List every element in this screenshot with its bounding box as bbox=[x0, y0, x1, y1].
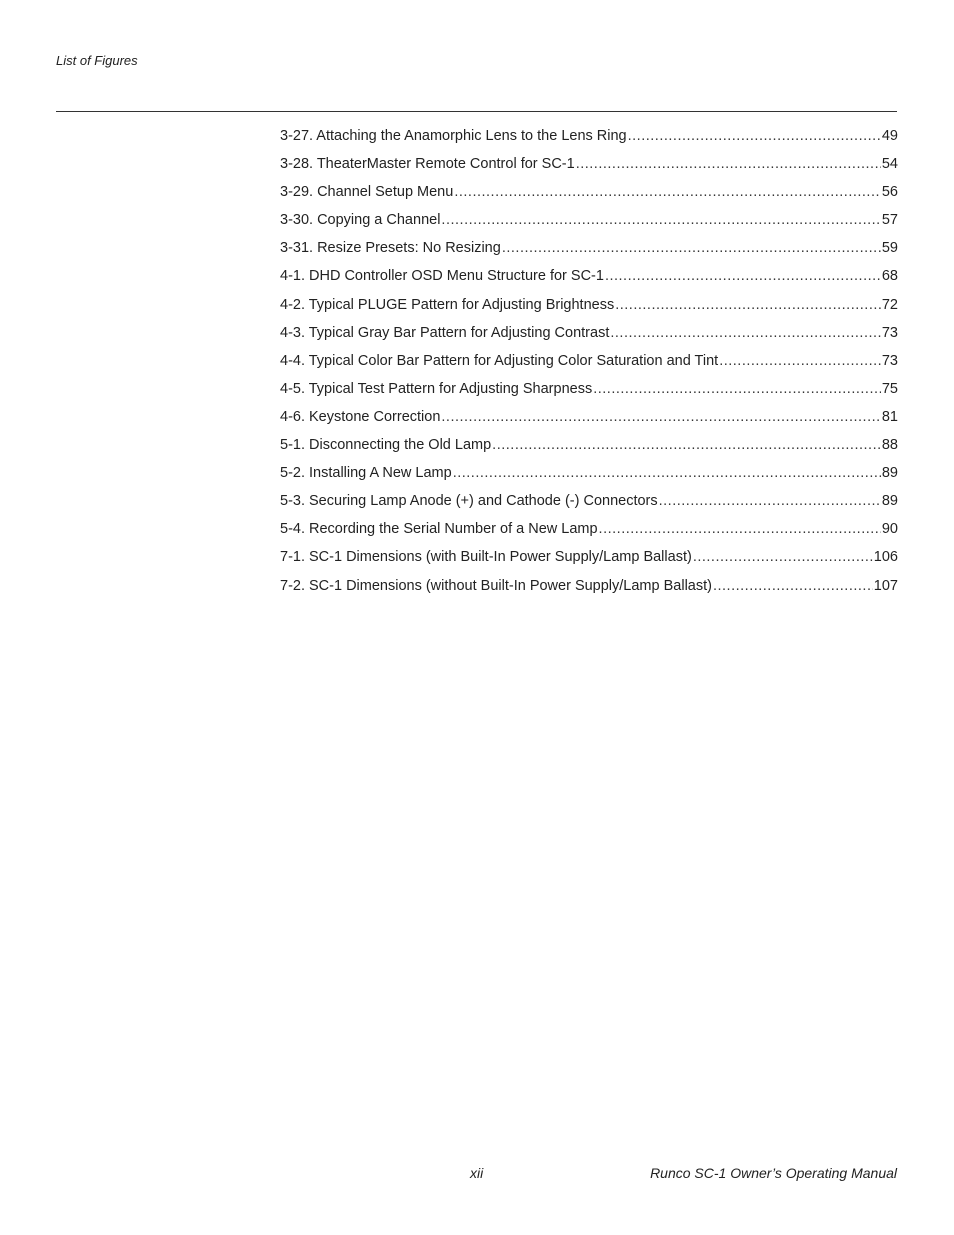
toc-entry-label: 7-2. SC-1 Dimensions (without Built-In Power Supply/Lamp Ballast) bbox=[280, 577, 712, 594]
toc-entry[interactable] bbox=[280, 349, 898, 377]
dot-leader bbox=[593, 377, 881, 401]
dot-leader bbox=[576, 152, 881, 176]
toc-entry-page: 89 bbox=[881, 493, 898, 510]
dot-leader bbox=[659, 489, 881, 513]
header-rule bbox=[56, 111, 897, 112]
toc-entry[interactable] bbox=[280, 461, 898, 489]
toc-entry[interactable] bbox=[280, 264, 898, 292]
list-of-figures bbox=[280, 124, 898, 602]
toc-entry[interactable] bbox=[280, 517, 898, 545]
toc-entry-page: 81 bbox=[881, 408, 898, 425]
toc-entry-page: 72 bbox=[881, 296, 898, 313]
toc-entry-page: 56 bbox=[881, 184, 898, 201]
toc-entry-page: 68 bbox=[881, 268, 898, 285]
toc-entry[interactable] bbox=[280, 293, 898, 321]
toc-entry-page: 54 bbox=[881, 156, 898, 173]
toc-entry[interactable] bbox=[280, 124, 898, 152]
footer-page-number: xii bbox=[470, 1165, 484, 1181]
toc-entry-label: 5-2. Installing A New Lamp bbox=[280, 465, 452, 482]
toc-entry-label: 3-28. TheaterMaster Remote Control for SC-1 bbox=[280, 156, 575, 173]
toc-entry-label: 3-30. Copying a Channel bbox=[280, 212, 441, 229]
toc-entry[interactable] bbox=[280, 545, 898, 573]
dot-leader bbox=[628, 124, 881, 148]
toc-entry[interactable] bbox=[280, 574, 898, 602]
toc-entry-label: 7-1. SC-1 Dimensions (with Built-In Power Supply/Lamp Ballast) bbox=[280, 549, 692, 566]
dot-leader bbox=[713, 574, 873, 598]
toc-entry-page: 106 bbox=[873, 549, 898, 566]
toc-entry-label: 5-4. Recording the Serial Number of a New Lamp bbox=[280, 521, 598, 538]
toc-entry[interactable] bbox=[280, 377, 898, 405]
toc-entry-label: 4-1. DHD Controller OSD Menu Structure for SC-1 bbox=[280, 268, 604, 285]
toc-entry-page: 49 bbox=[881, 128, 898, 144]
toc-entry[interactable] bbox=[280, 433, 898, 461]
toc-entry-page: 75 bbox=[881, 380, 898, 397]
toc-entry-label: 3-31. Resize Presets: No Resizing bbox=[280, 240, 501, 257]
dot-leader bbox=[610, 321, 881, 345]
footer-manual-title: Runco SC-1 Owner’s Operating Manual bbox=[650, 1165, 897, 1181]
toc-entry-label: 4-5. Typical Test Pattern for Adjusting Sharpness bbox=[280, 380, 593, 397]
dot-leader bbox=[453, 461, 881, 485]
running-header: List of Figures bbox=[56, 53, 138, 68]
dot-leader bbox=[441, 208, 880, 232]
toc-entry-page: 89 bbox=[881, 465, 898, 482]
toc-entry-label: 4-4. Typical Color Bar Pattern for Adjusting Color Saturation and Tint bbox=[280, 352, 719, 369]
dot-leader bbox=[693, 545, 873, 569]
toc-entry-label: 5-3. Securing Lamp Anode (+) and Cathode (-) Connectors bbox=[280, 493, 658, 510]
dot-leader bbox=[492, 433, 881, 457]
toc-entry-page: 90 bbox=[881, 521, 898, 538]
toc-entry-label: 4-2. Typical PLUGE Pattern for Adjusting Brightness bbox=[280, 296, 615, 313]
toc-entry-page: 73 bbox=[881, 324, 898, 341]
toc-entry-label: 3-29. Channel Setup Menu bbox=[280, 184, 454, 201]
toc-entry-page: 57 bbox=[881, 212, 898, 229]
dot-leader bbox=[605, 264, 881, 288]
dot-leader bbox=[719, 349, 881, 373]
toc-entry[interactable] bbox=[280, 208, 898, 236]
dot-leader bbox=[615, 293, 881, 317]
toc-entry[interactable] bbox=[280, 405, 898, 433]
dot-leader bbox=[454, 180, 881, 204]
dot-leader bbox=[441, 405, 880, 429]
toc-entry[interactable] bbox=[280, 152, 898, 180]
toc-entry[interactable] bbox=[280, 321, 898, 349]
toc-entry[interactable] bbox=[280, 489, 898, 517]
toc-entry[interactable] bbox=[280, 236, 898, 264]
toc-entry-page: 73 bbox=[881, 352, 898, 369]
dot-leader bbox=[502, 236, 881, 260]
dot-leader bbox=[599, 517, 881, 541]
toc-entry-page: 59 bbox=[881, 240, 898, 257]
toc-entry[interactable] bbox=[280, 180, 898, 208]
toc-entry-label: 5-1. Disconnecting the Old Lamp bbox=[280, 437, 492, 454]
toc-entry-page: 107 bbox=[873, 577, 898, 594]
toc-entry-label: 3-27. Attaching the Anamorphic Lens to the Lens Ring bbox=[280, 128, 627, 144]
toc-entry-label: 4-6. Keystone Correction bbox=[280, 408, 441, 425]
toc-entry-page: 88 bbox=[881, 437, 898, 454]
toc-entry-label: 4-3. Typical Gray Bar Pattern for Adjusting Contrast bbox=[280, 324, 610, 341]
